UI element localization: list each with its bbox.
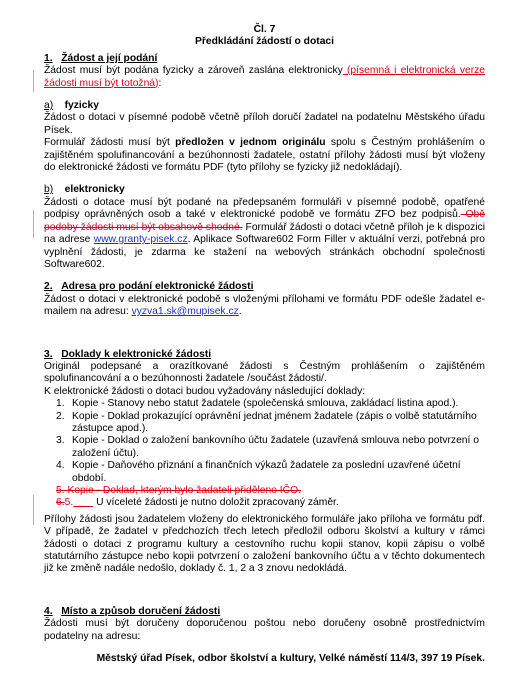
section-3-heading: 3. Doklady k elektronické žádosti (44, 348, 212, 360)
section-2-heading: 2. Adresa pro podání elektronické žádosti (44, 281, 254, 293)
change-bar (33, 70, 34, 92)
change-bar (33, 495, 34, 525)
change-bar (33, 210, 34, 238)
documents-list (44, 398, 485, 510)
office-address: Městský úřad Písek, odbor školství a kultury, Velké náměstí 114/3, 397 19 Písek. (96, 653, 485, 665)
section-2-text: Žádost o dotaci v elektronické podobě s vloženými přílohami ve formátu PDF odešle žadatel e-mailem na adresu: vyzva1.sk@mupisek.cz. (44, 293, 485, 318)
section-1a-p2: Formulář žádosti musí být předložen v jednom originálu spolu s Čestným prohlášením o zajištěném spolufinancování a bezúhonnosti žadatele, ostatní přílohy žádosti musí být vloženy do elektronické žádosti ve formátu PDF (tyto přílohy se fyzicky již nedokládají). (44, 137, 485, 174)
section-3-intro: Originál podepsané a orazítkované žádosti s Čestným prohlášením o zajištěném spolufinancování a o bezúhonnosti žadatele /součást žádosti/. (44, 360, 485, 385)
section-1-text: Žádost musí být podána fyzicky a zároveň zaslána elektronicky (písemná i elektronická verze žádosti musí být totožná): (44, 65, 485, 89)
section-4-heading: 4. Místo a způsob doručení žádosti (44, 605, 221, 617)
section-1a-p1: Žádost o dotaci v písemné podobě včetně příloh doručí žadatel na podatelnu Městského úřadu Písek. (44, 112, 485, 136)
section-1b-heading: b) elektronicky (44, 184, 125, 196)
section-1-heading: 1. Žádost a její podání (44, 52, 158, 64)
list-item: 4. Kopie - Daňového přiznání a finančních výkazů žadatele za poslední uzavřené účetní období. (56, 460, 461, 484)
list-item: 1. Kopie - Stanovy nebo statut žadatele (společenská smlouva, zakládací listina apod.). (56, 398, 459, 410)
inserted-revision: (písemná i elektronická verze žádosti musí být totožná) (44, 65, 485, 89)
deleted-revision: Obě podoby žádosti musí být obsahově shodné. (44, 209, 485, 233)
article-title: Předkládání žádostí o dotaci (194, 36, 335, 48)
section-3-lead: K elektronické žádosti o dotaci budou vyžadovány následující doklady: (44, 385, 366, 397)
section-1b-text: Žádosti o dotace musí být podané na předepsaném formuláři v písemné podobě, opatřené podpisy oprávněných osob a také v elektronické podobě ve formátu ZFO bez podpisů. Obě podoby žádosti musí být obsahově shodné. Formulář žádosti o dotaci včetně příloh je k dispozici na adrese www.granty-pisek.cz. Aplikace Software602 Form Filler v aktuální verzi, potřebná pro vyplnění žádosti, je zdarma ke stažení na webových stránkách obchodní společnosti Software602. (44, 196, 486, 270)
document-body (44, 24, 485, 665)
article-number: Čl. 7 (253, 24, 276, 35)
list-item-deleted: 5. Kopie - Doklad, kterým bylo žadateli přiděleno IČO. (56, 485, 301, 496)
section-3-closing: Přílohy žádosti jsou žadatelem vloženy do elektronického formuláře jako příloha ve formátu pdf. V případě, že žadatel v předchozích třech letech předložil odboru školství a kultury v rámci žádosti o dotaci z programu kultury a cestovního ruchu kopii stanov, kopii zápisu o volbě statutárního zástupce nebo kopii potvrzení o založení bankovního účtu a v těchto dokumentech již ke změně nadále nedošlo, doklady č. 1, 2 a 3 znovu nedokládá. (44, 513, 485, 575)
granty-link[interactable]: www.granty-pisek.cz (93, 234, 188, 246)
section-4-text: Žádosti musí být doručeny doporučenou poštou nebo doručeny osobně prostřednictvím podatelny na adresu: (44, 618, 485, 642)
list-item: 6.5. U víceleté žádosti je nutno doložit zpracovaný záměr. (56, 497, 339, 509)
section-1a-heading: a) fyzicky (44, 100, 99, 112)
email-link[interactable]: vyzva1.sk@mupisek.cz (131, 306, 239, 318)
list-item: 2. Kopie - Doklad prokazující oprávnění jednat jménem žadatele (zápis o volbě statutárního zástupce apod.). (56, 410, 477, 434)
list-item: 3. Kopie - Doklad o založení bankovního účtu žadatele (uzavřená smlouva nebo potvrzení o založení účtu). (56, 435, 479, 459)
